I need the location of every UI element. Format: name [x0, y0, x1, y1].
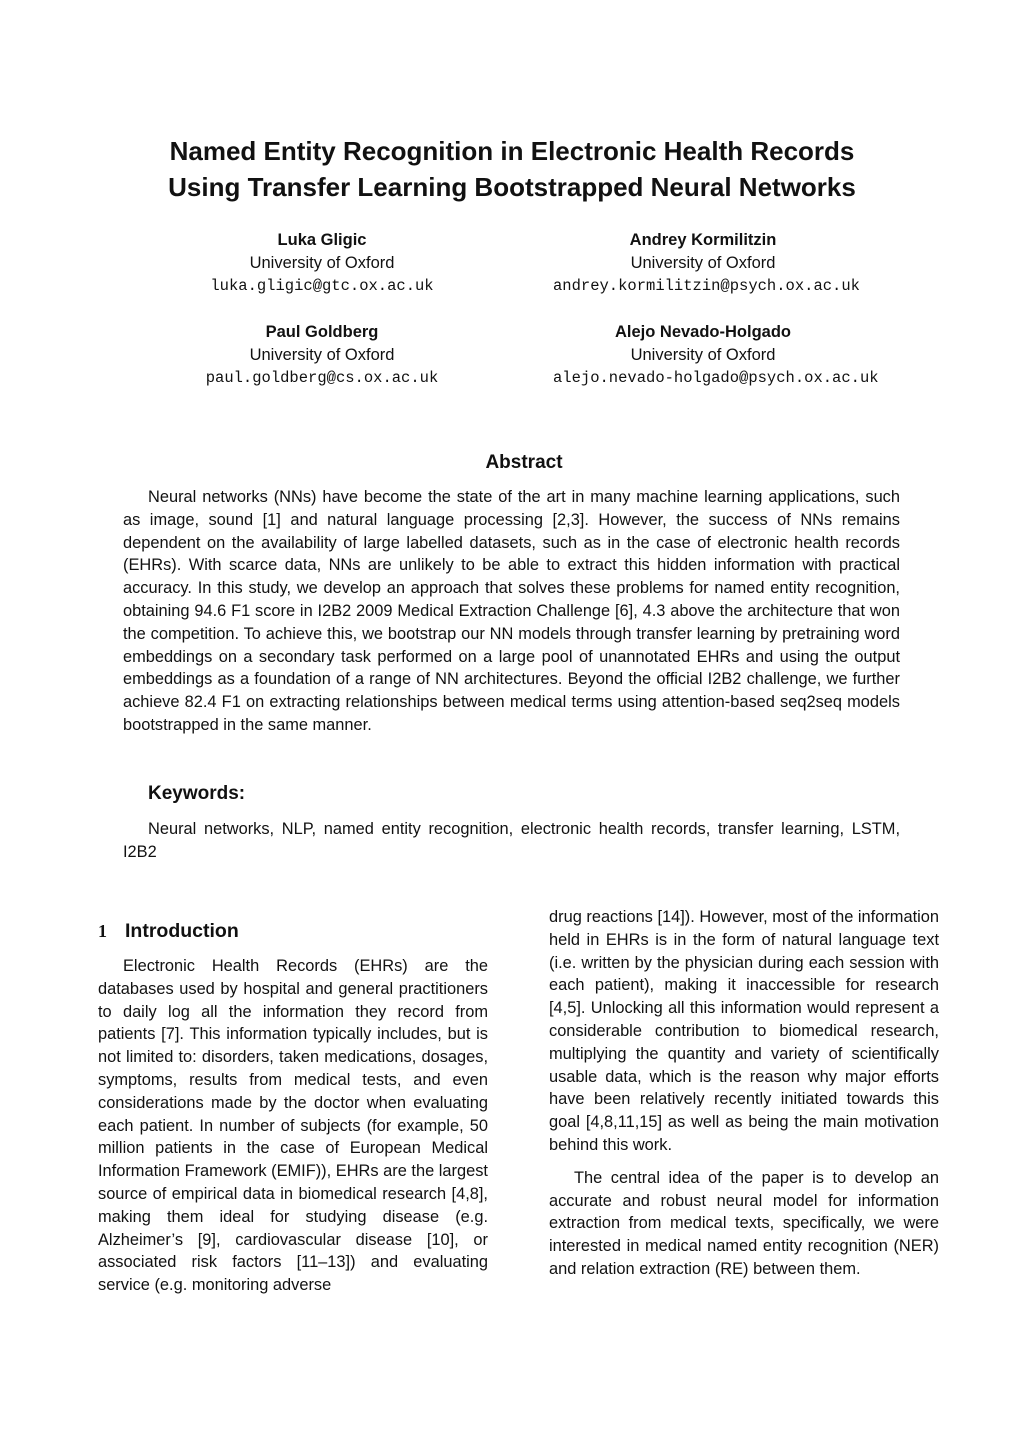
author-affiliation: University of Oxford — [630, 346, 776, 364]
keywords-text: Neural networks, NLP, named entity recognition, electronic health records, transfer learning, LSTM, I2B2 — [123, 820, 900, 861]
paper-title-line-2: Using Transfer Learning Bootstrapped Neural Networks — [168, 172, 856, 202]
author-email: andrey.kormilitzin@psych.ox.ac.uk — [553, 277, 860, 295]
section-number: 1 — [98, 921, 107, 941]
author-affiliation: University of Oxford — [249, 346, 395, 364]
author-block — [553, 321, 879, 389]
intro-column-right — [549, 906, 939, 1281]
author-name: Luka Gligic — [277, 231, 367, 249]
section-heading — [98, 918, 239, 944]
intro-paragraph-2: The central idea of the paper is to develop an accurate and robust neural model for information extraction from medical texts, specifically, we were interested in medical named entity recognition (NER) and relation extraction (RE) between them. — [549, 1168, 939, 1278]
author-block — [172, 321, 472, 389]
intro-paragraph-1-part-1: Electronic Health Records (EHRs) are the databases used by hospital and general practitioners to daily log all the information they record from patients [7]. This information typically includes, but is not limited to: disorders, taken medications, dosages, symptoms, results from medical tests, and even considerations made by the doctor when evaluating each patient. In number of subjects (for example, 50 million patients in the case of European Medical Information Framework (EMIF)), EHRs are the largest source of empirical data in biomedical research [4,8], making them ideal for studying disease (e.g. Alzheimer’s [9], cardiovascular disease [10], or associated risk factors [11–13]) and evaluating service (e.g. monitoring adverse — [98, 957, 488, 1295]
paper-title — [0, 133, 1024, 205]
author-block — [172, 229, 472, 297]
author-affiliation: University of Oxford — [630, 254, 776, 272]
author-affiliation: University of Oxford — [249, 254, 395, 272]
author-email: paul.goldberg@cs.ox.ac.uk — [205, 369, 439, 387]
author-email: luka.gligic@gtc.ox.ac.uk — [210, 277, 434, 295]
abstract-text: Neural networks (NNs) have become the state of the art in many machine learning applications, such as image, sound [1] and natural language processing [2,3]. However, the success of NNs remains dependent on the availability of large labelled datasets, such as in the case of electronic health records (EHRs). With scarce data, NNs are unlikely to be able to extract this hidden information with practical accuracy. In this study, we develop an approach that solves these problems for named entity recognition, obtaining 94.6 F1 score in I2B2 2009 Medical Extraction Challenge [6], 4.3 above the architecture that won the competition. To achieve this, we bootstrap our NN models through transfer learning by pretraining word embeddings on a secondary task performed on a large pool of unannotated EHRs and using the output embeddings as a foundation of a range of NN architectures. Beyond the official I2B2 challenge, we further achieve 82.4 F1 on extracting relationships between medical terms using attention-based seq2seq models bootstrapped in the same manner. — [123, 488, 900, 734]
intro-column-left — [98, 955, 488, 1297]
author-name: Andrey Kormilitzin — [629, 231, 777, 249]
keywords-heading: Keywords: — [148, 783, 246, 804]
paper-title-line-1: Named Entity Recognition in Electronic Health Records — [169, 136, 855, 166]
author-name: Paul Goldberg — [265, 323, 379, 341]
intro-paragraph-1-part-2: drug reactions [14]). However, most of the information held in EHRs is in the form of natural language text (i.e. written by the physician during each session with each patient), making it inaccessible for research [4,5]. Unlocking all this information would represent a considerable contribution to biomedical research, multiplying the quantity and variety of scientifically usable data, which is the reason why major efforts have been relatively recently initiated towards this goal [4,8,11,15] as well as being the main motivation behind this work. — [549, 908, 939, 1154]
abstract-heading: Abstract — [485, 452, 563, 473]
author-block — [553, 229, 860, 297]
section-title: Introduction — [125, 920, 239, 942]
author-name: Alejo Nevado-Holgado — [614, 323, 791, 341]
author-email: alejo.nevado-holgado@psych.ox.ac.uk — [553, 369, 879, 387]
